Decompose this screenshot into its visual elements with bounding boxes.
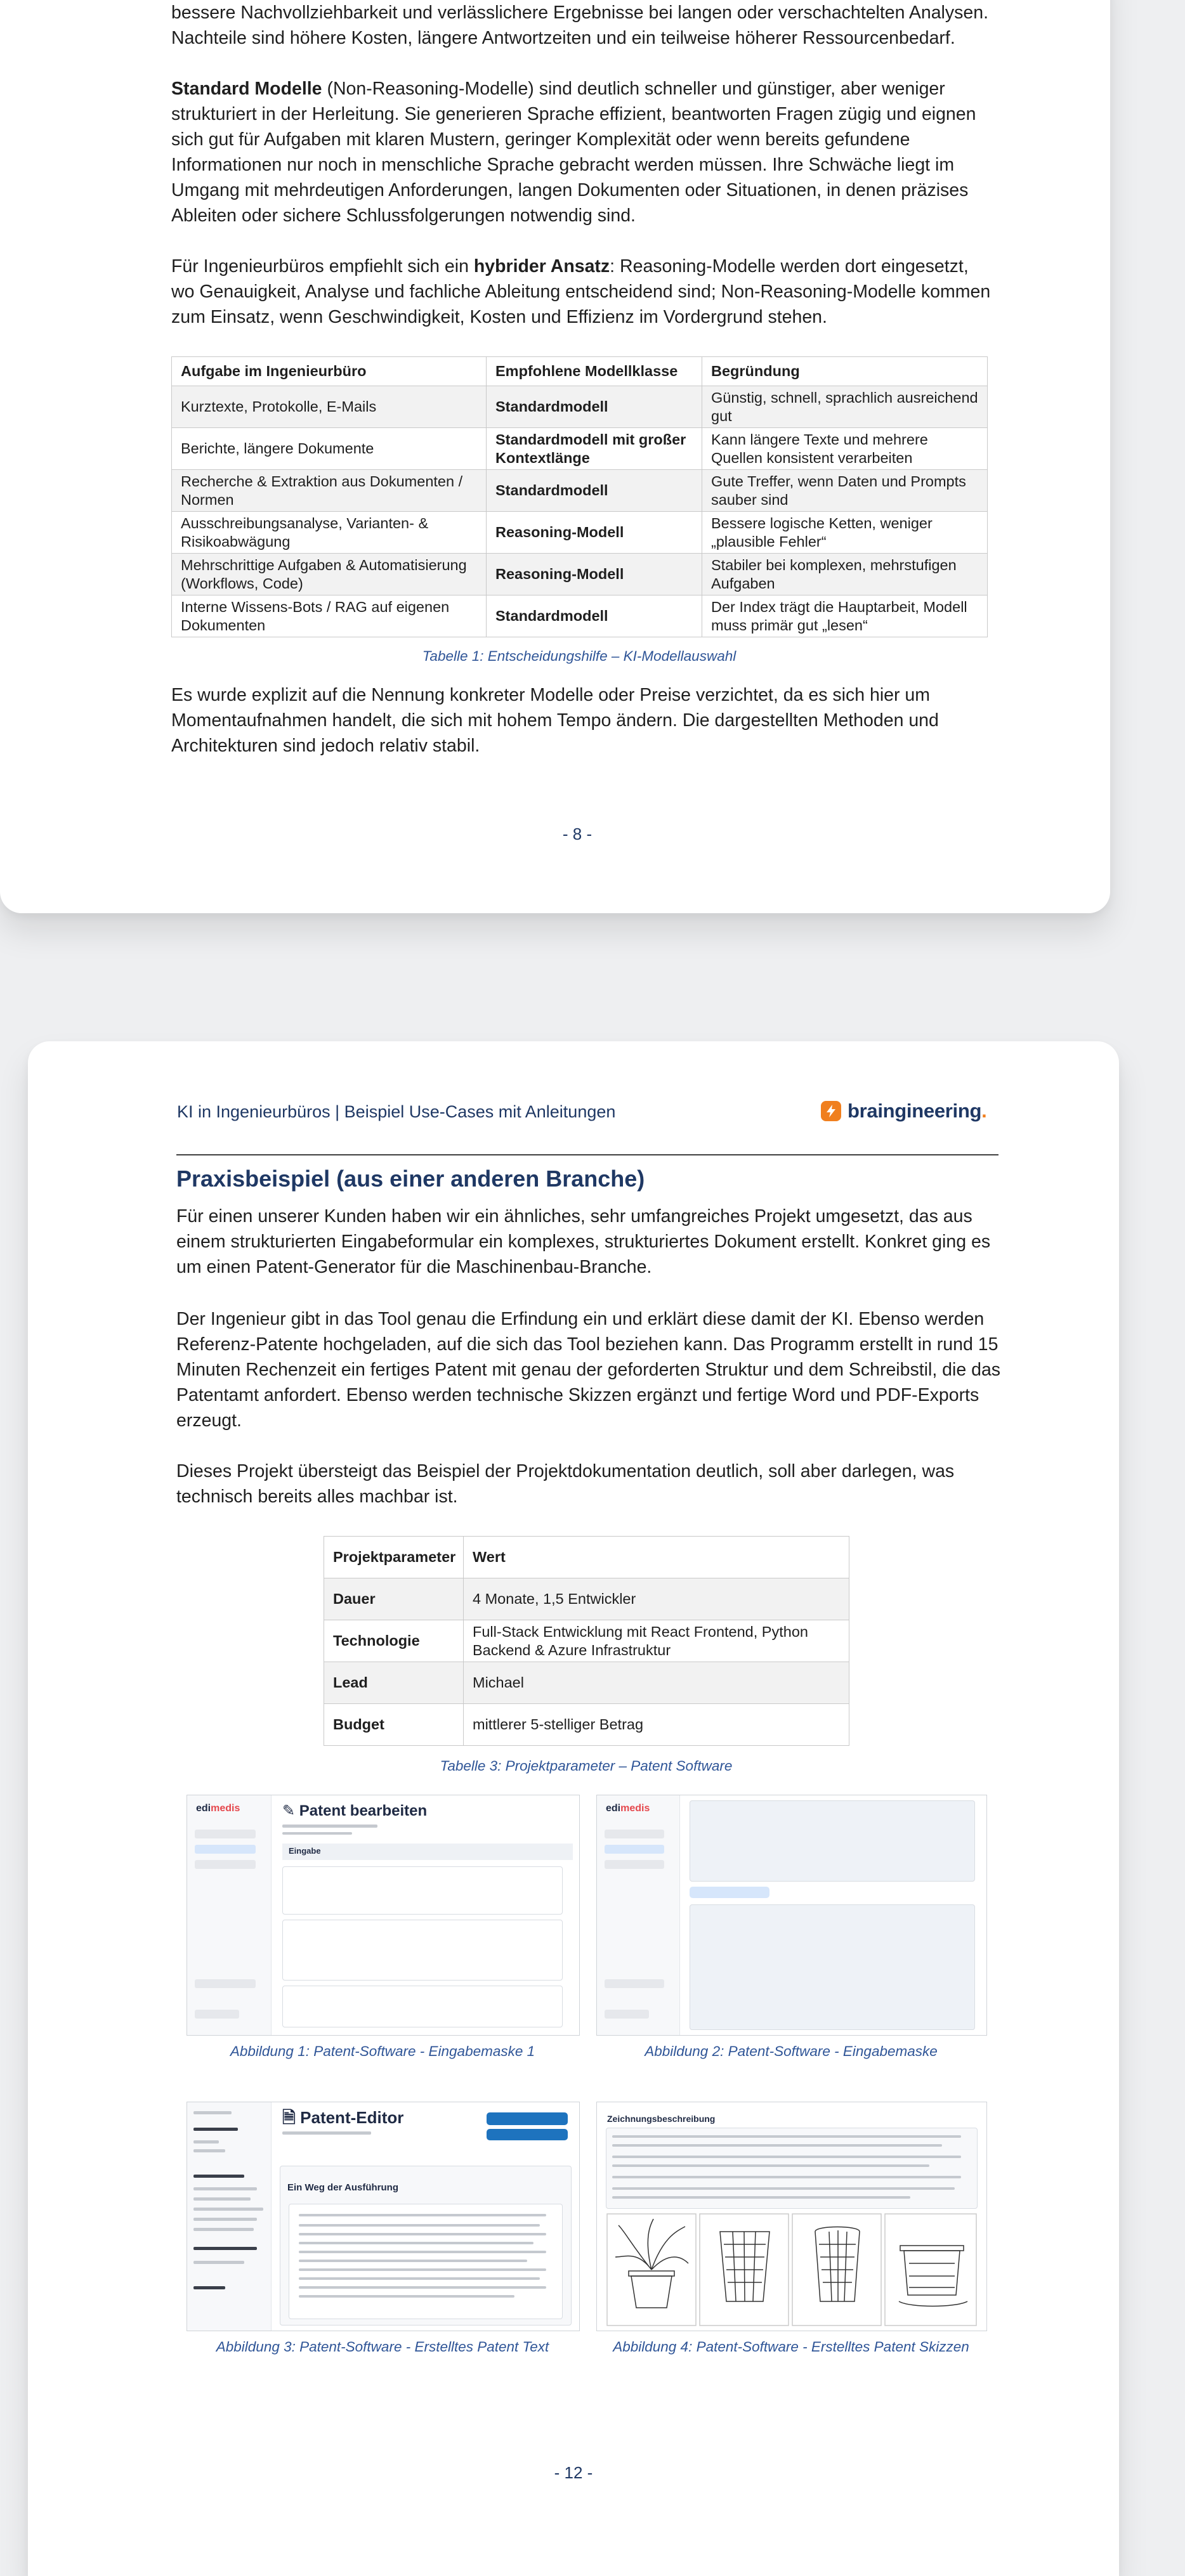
app-sidebar xyxy=(597,1795,680,2035)
table-row xyxy=(324,1662,849,1704)
table-cell: Standardmodell xyxy=(487,470,702,512)
table-cell: Günstig, schnell, sprachlich ausreichend gut xyxy=(702,386,988,428)
screenshot-patent-input-form xyxy=(187,1795,580,2036)
text-line xyxy=(193,2197,251,2201)
nav-item-logout xyxy=(605,2010,649,2019)
screenshot-patent-editor xyxy=(187,2102,580,2331)
nav-item xyxy=(605,1860,664,1869)
form-field xyxy=(282,1866,563,1915)
figure-caption: Abbildung 2: Patent-Software - Eingabemaske xyxy=(645,2043,938,2059)
text-line xyxy=(612,2135,961,2138)
table-cell: Standardmodell xyxy=(487,386,702,428)
table-cell: Berichte, längere Dokumente xyxy=(172,428,487,470)
model-selection-table xyxy=(171,356,988,637)
table-cell: Reasoning-Modell xyxy=(487,554,702,595)
save-changes-button xyxy=(487,2112,568,2125)
section-label: Eingabe xyxy=(289,1846,321,1856)
table-row xyxy=(172,512,988,554)
text-line xyxy=(193,2111,232,2114)
text-line xyxy=(193,2128,238,2131)
text-line xyxy=(612,2164,929,2167)
table-row xyxy=(172,428,988,470)
document-page-12 xyxy=(28,1041,1119,2576)
page-number: - 8 - xyxy=(562,824,592,843)
app-sidebar xyxy=(187,1795,272,2035)
text-line xyxy=(612,2196,910,2199)
text-line xyxy=(299,2233,546,2235)
app-sidebar xyxy=(187,2102,272,2331)
nav-item-logout xyxy=(195,2010,239,2019)
paragraph-reasoning-intro: bessere Nachvollziehbarkeit und verlässlichere Ergebnisse bei langen oder verschachtelten Analysen. Nachteile sind höhere Kosten, längere Antwortzeiten und ein teilweise höherer Ressourcenbedarf. xyxy=(171,3,988,48)
text-line xyxy=(282,1832,352,1835)
table-cell: Reasoning-Modell xyxy=(487,512,702,554)
text-line xyxy=(193,2208,263,2211)
table-row xyxy=(324,1704,849,1746)
text-line xyxy=(299,2277,540,2280)
logo-dot: . xyxy=(981,1100,987,1122)
running-header-title: KI in Ingenieurbüros | Beispiel Use-Cases mit Anleitungen xyxy=(177,1102,616,1121)
text-line xyxy=(193,2228,254,2231)
table-header-row xyxy=(172,357,988,386)
nav-item xyxy=(195,1860,256,1869)
text-line xyxy=(299,2251,546,2253)
patent-sketches xyxy=(606,2213,978,2327)
table-cell: Interne Wissens-Bots / RAG auf eigenen Dokumenten xyxy=(172,595,487,637)
page-number: - 12 - xyxy=(554,2463,593,2482)
table-header-cell: Aufgabe im Ingenieurbüro xyxy=(172,357,487,386)
form-field xyxy=(282,1986,563,2027)
text-line xyxy=(612,2156,961,2158)
paragraph-project-intro: Für einen unserer Kunden haben wir ein ähnliches, sehr umfangreiches Projekt umgesetzt, das aus einem strukturierten Eingabeformular ein komplexes, strukturiertes Dokument erstellt. Konkret ging es um einen Patent-Generator für die Maschinenbau-Branche. xyxy=(176,1206,991,1277)
section-heading: Praxisbeispiel (aus einer anderen Branche) xyxy=(176,1166,645,1192)
table-cell: Full-Stack Entwicklung mit React Frontend, Python Backend & Azure Infrastruktur xyxy=(464,1620,849,1662)
table-cell: Dauer xyxy=(324,1578,464,1620)
paragraph-project-details: Der Ingenieur gibt in das Tool genau die Erfindung ein und erklärt diese damit der KI. Ebenso werden Referenz-Patente hochgeladen, auf die sich das Tool beziehen kann. Das Programm erstellt in rund 15 Minuten Rechenzeit ein fertiges Patent mit genau der geforderten Struktur und dem Schreibstil, die das Patentamt anfordert. Ebenso werden technische Skizzen ergänzt und fertige Word und PDF-Exports erzeugt. xyxy=(176,1309,1001,1431)
table-cell: Ausschreibungsanalyse, Varianten- & Risikoabwägung xyxy=(172,512,487,554)
nav-item-active xyxy=(605,1845,664,1854)
export-patent-button xyxy=(487,2129,568,2140)
nav-item xyxy=(605,1830,664,1838)
text-line xyxy=(193,2187,257,2190)
text-line xyxy=(282,1825,377,1828)
text-line xyxy=(299,2214,546,2216)
table-header-cell: Wert xyxy=(464,1537,849,1578)
text-line xyxy=(299,2242,534,2244)
table-cell: Mehrschrittige Aufgaben & Automatisierung (Workflows, Code) xyxy=(172,554,487,595)
hybrid-text-post: : Reasoning-Modelle werden dort eingesetzt, wo Genauigkeit, Analyse und fachliche Ableitung entscheidend sind; Non-Reasoning-Modelle kommen zum Einsatz, wenn Geschwindigkeit, Kosten und Effizienz im Vordergrund stehen. xyxy=(171,256,991,327)
text-line xyxy=(282,2131,371,2135)
text-line xyxy=(299,2286,546,2289)
app-logo: edimedis xyxy=(606,1803,650,1814)
text-line xyxy=(612,2144,942,2147)
document-page-8 xyxy=(0,0,1110,913)
figure-caption: Abbildung 1: Patent-Software - Eingabemaske 1 xyxy=(230,2043,535,2059)
standard-models-text: (Non-Reasoning-Modelle) sind deutlich schneller und günstiger, aber weniger strukturiert in der Herleitung. Sie generieren Sprache effizient, beantworten Fragen zügig und eignen sich gut für Aufgaben mit klaren Mustern, geringer Komplexität oder wenn bereits gefundene Informationen nur noch in menschliche Sprache gebracht werden müssen. Ihre Schwäche liegt im Umgang mit mehrdeutigen Anforderungen, langen Dokumenten oder Situationen, in denen präzises Ableiten oder sichere Schlussfolgerungen notwendig sind. xyxy=(171,79,976,226)
table-caption: Tabelle 1: Entscheidungshilfe – KI-Modellauswahl xyxy=(422,648,737,664)
table-cell: Kann längere Texte und mehrere Quellen konsistent verarbeiten xyxy=(702,428,988,470)
table-row xyxy=(172,386,988,428)
text-line xyxy=(299,2224,540,2227)
text-line xyxy=(299,2268,546,2271)
screenshot-patent-claims-form xyxy=(596,1795,987,2036)
logo-wordmark xyxy=(848,1100,986,1122)
hybrid-term: hybrider Ansatz xyxy=(473,256,610,276)
text-line xyxy=(299,2295,514,2298)
table-row xyxy=(324,1578,849,1620)
text-line xyxy=(193,2286,225,2289)
nav-item-user xyxy=(195,1979,256,1988)
table-cell: Stabiler bei komplexen, mehrstufigen Aufgaben xyxy=(702,554,988,595)
lightning-icon xyxy=(821,1101,841,1121)
text-line xyxy=(193,2218,257,2221)
paragraph-standard-models xyxy=(171,76,996,228)
table-caption: Tabelle 3: Projektparameter – Patent Software xyxy=(440,1758,733,1774)
logo-wordmark-text: braingineering xyxy=(848,1100,982,1122)
screenshot-patent-drawings xyxy=(596,2102,987,2331)
text-line xyxy=(612,2187,955,2190)
table-cell: Bessere logische Ketten, weniger „plausible Fehler“ xyxy=(702,512,988,554)
table-cell: Michael xyxy=(464,1662,849,1704)
standard-models-term: Standard Modelle xyxy=(171,79,322,99)
table-row xyxy=(172,554,988,595)
form-field xyxy=(282,1920,563,1981)
paragraph-hybrid-approach xyxy=(171,254,996,330)
table-header-cell: Begründung xyxy=(702,357,988,386)
section-bar xyxy=(282,1844,573,1860)
table-cell: mittlerer 5-stelliger Betrag xyxy=(464,1704,849,1746)
table-cell: Der Index trägt die Hauptarbeit, Modell muss primär gut „lesen“ xyxy=(702,595,988,637)
app-logo: edimedis xyxy=(196,1803,240,1814)
paragraph-project-outlook: Dieses Projekt übersteigt das Beispiel der Projektdokumentation deutlich, soll aber darlegen, was technisch bereits alles machbar ist. xyxy=(176,1461,955,1507)
text-line xyxy=(193,2247,257,2250)
patent-editor-title: 🗎 Patent-Editor xyxy=(282,2108,404,2127)
paragraph-disclaimer: Es wurde explizit auf die Nennung konkreter Modelle oder Preise verzichtet, da es sich hier um Momentaufnahmen handelt, die sich mit hohem Tempo ändern. Die dargestellten Methoden und Architekturen sind jedoch relativ stabil. xyxy=(171,685,939,756)
table-header-cell: Projektparameter xyxy=(324,1537,464,1578)
text-line xyxy=(299,2260,527,2262)
table-row xyxy=(172,470,988,512)
table-cell: 4 Monate, 1,5 Entwickler xyxy=(464,1578,849,1620)
text-line xyxy=(193,2149,225,2152)
braingineering-logo xyxy=(821,1100,986,1122)
table-row xyxy=(324,1620,849,1662)
add-claim-button xyxy=(690,1887,769,1898)
nav-item xyxy=(195,1830,256,1838)
nav-item-user xyxy=(605,1979,664,1988)
table-cell: Kurztexte, Protokolle, E-Mails xyxy=(172,386,487,428)
table-cell: Standardmodell mit großer Kontextlänge xyxy=(487,428,702,470)
table-cell: Technologie xyxy=(324,1620,464,1662)
table-cell: Budget xyxy=(324,1704,464,1746)
text-line xyxy=(193,2140,219,2143)
project-parameters-table xyxy=(324,1536,849,1746)
text-line xyxy=(193,2175,244,2178)
patent-edit-title: ✎ Patent bearbeiten xyxy=(282,1802,428,1819)
subclaims-group xyxy=(690,1904,975,2030)
nav-item-active xyxy=(195,1845,256,1854)
table-cell: Lead xyxy=(324,1662,464,1704)
editor-section-title: Ein Weg der Ausführung xyxy=(287,2182,398,2193)
figure-caption: Abbildung 3: Patent-Software - Erstelltes Patent Text xyxy=(216,2339,549,2355)
text-line xyxy=(612,2176,961,2178)
table-header-row xyxy=(324,1537,849,1578)
table-cell: Recherche & Extraktion aus Dokumenten / Normen xyxy=(172,470,487,512)
hybrid-text-pre: Für Ingenieurbüros empfiehlt sich ein xyxy=(171,256,474,276)
drawings-title: Zeichnungsbeschreibung xyxy=(607,2114,716,2124)
table-header-cell: Empfohlene Modellklasse xyxy=(487,357,702,386)
header-divider xyxy=(176,1154,998,1155)
claims-group xyxy=(690,1800,975,1882)
table-row xyxy=(172,595,988,637)
table-cell: Standardmodell xyxy=(487,595,702,637)
text-line xyxy=(193,2261,244,2264)
table-cell: Gute Treffer, wenn Daten und Prompts sauber sind xyxy=(702,470,988,512)
figure-caption: Abbildung 4: Patent-Software - Erstelltes Patent Skizzen xyxy=(613,2339,969,2355)
